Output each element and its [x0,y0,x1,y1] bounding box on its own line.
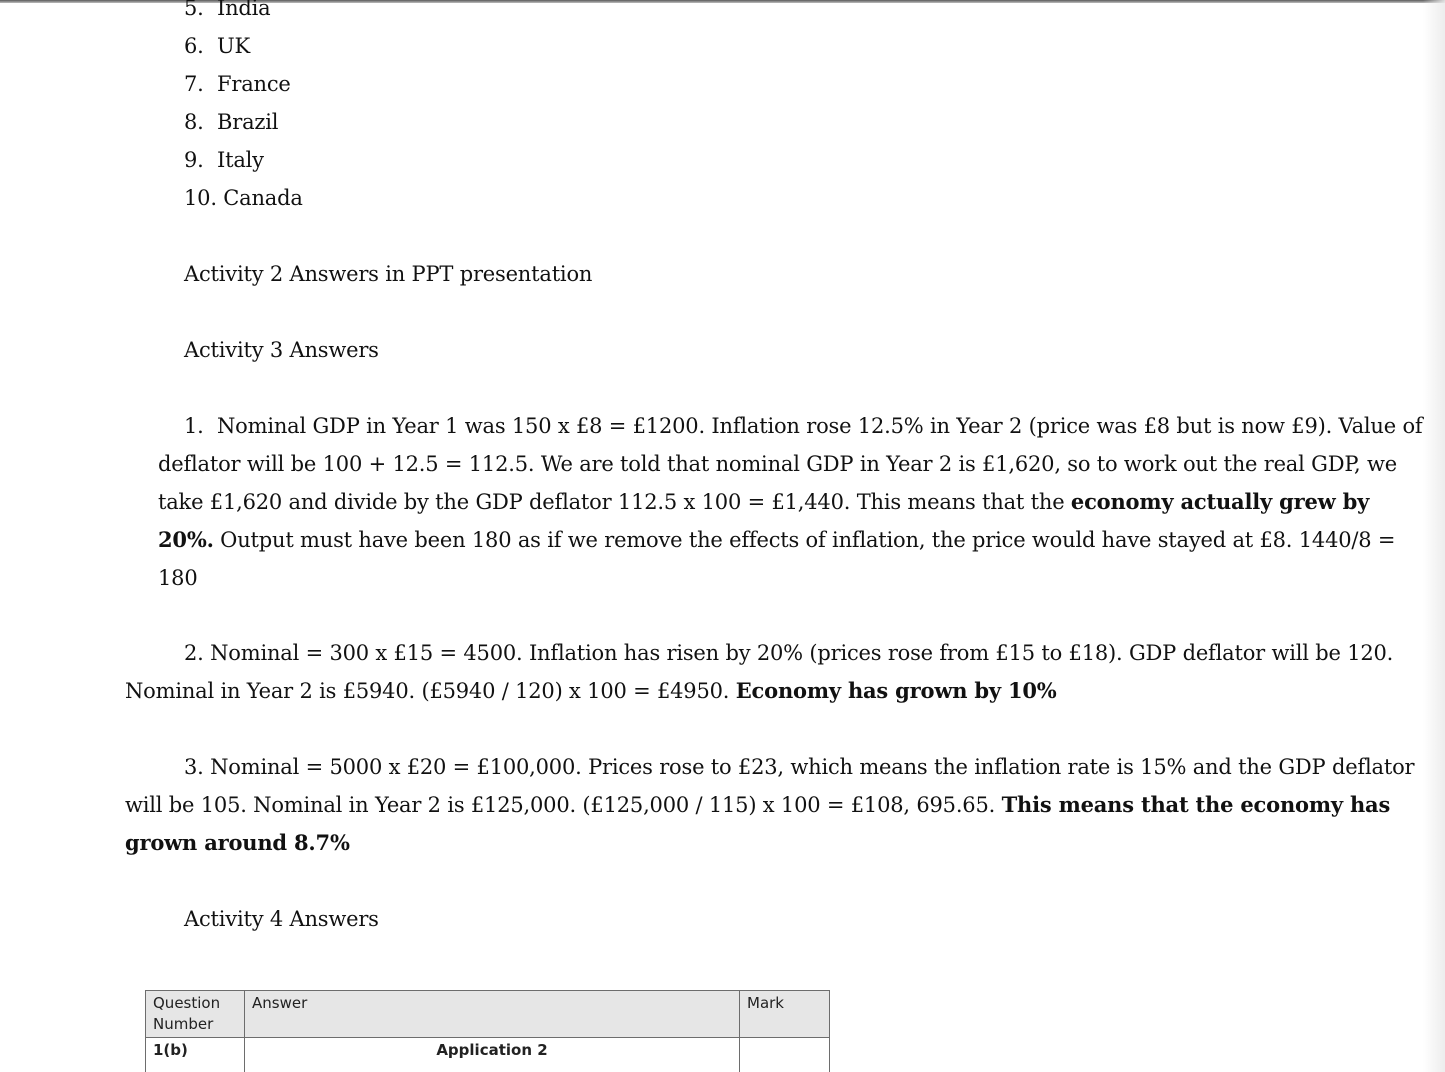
list-item: 9. Italy [184,148,264,172]
header-answer: Answer [245,991,740,1038]
cell-answer: Application 2 [245,1038,740,1072]
page-edge-shadow [1423,0,1445,1072]
header-question-number: Question Number [146,991,245,1038]
table-header-row [146,991,830,1038]
list-item: 8. Brazil [184,110,279,134]
list-item: 6. UK [184,34,250,58]
mark-scheme-table [145,990,830,1072]
list-item: 5. India [184,0,271,20]
header-mark: Mark [740,991,830,1038]
activity3-answer-1: 1. Nominal GDP in Year 1 was 150 x £8 = £1200. Inflation rose 12.5% in Year 2 (price was £8 but is now £9). Value of deflator will be 100 + 12.5 = 112.5. We are told that nominal GDP in Year 2 is £1,620, so to work out the real GDP, we take £1,620 and divide by the GDP deflator 112.5 x 100 = £1,440. This means that the economy actually grew by 20%. Output must have been 180 as if we remove the effects of inflation, the price would have stayed at £8. 1440/8 = 180 [158,414,1423,590]
table-row [146,1038,830,1072]
cell-mark [740,1038,830,1072]
cell-question: 1(b) [146,1038,245,1072]
activity2-heading: Activity 2 Answers in PPT presentation [184,262,593,286]
activity3-heading: Activity 3 Answers [184,338,379,362]
activity4-heading: Activity 4 Answers [184,907,379,931]
activity3-answer-3: 3. Nominal = 5000 x £20 = £100,000. Prices rose to £23, which means the inflation rate is 15% and the GDP deflator will be 105. Nominal in Year 2 is £125,000. (£125,000 / 115) x 100 = £108, 695.65. This means that the economy has grown around 8.7% [125,755,1415,855]
list-item: 10. Canada [184,186,303,210]
list-item: 7. France [184,72,291,96]
activity3-answer-2: 2. Nominal = 300 x £15 = 4500. Inflation has risen by 20% (prices rose from £15 to £18). GDP deflator will be 120. Nominal in Year 2 is £5940. (£5940 / 120) x 100 = £4950. Economy has grown by 10% [125,641,1394,703]
